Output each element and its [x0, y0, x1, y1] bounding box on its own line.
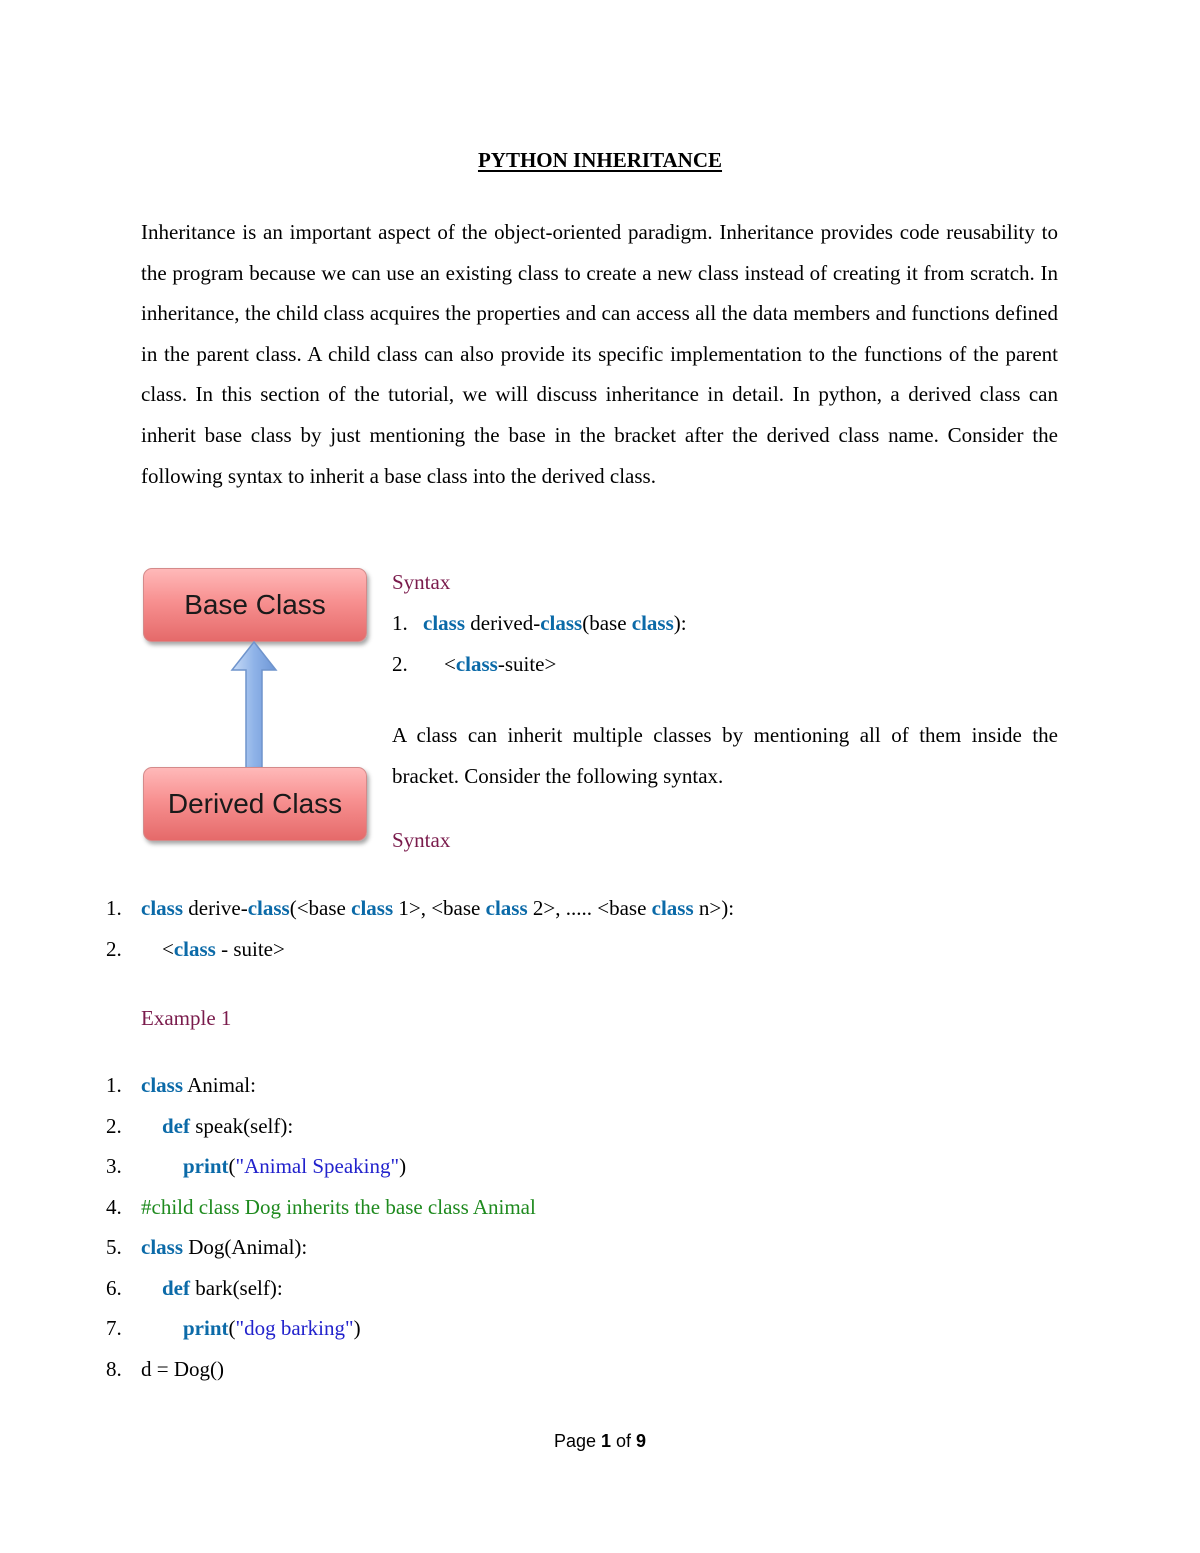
line-number: 2. [106, 937, 122, 961]
code-kw-token: def [162, 1275, 190, 1300]
code-text [141, 1154, 406, 1179]
page-footer [0, 1431, 1200, 1452]
code-token [141, 1114, 162, 1138]
code-kw-token: class [651, 896, 694, 920]
base-class-box: Base Class [143, 568, 367, 642]
code-kw-token: class [141, 1235, 183, 1259]
code-token: d = Dog() [141, 1356, 224, 1381]
code-token: derive- [183, 896, 248, 920]
code-token: ) [399, 1154, 407, 1178]
derived-class-box: Derived Class [143, 767, 367, 841]
code-text [141, 1114, 293, 1139]
code-kw-token: print [183, 1316, 229, 1340]
example-line [106, 1356, 224, 1382]
line-number: 2. [392, 652, 408, 676]
syntax2-line [106, 896, 735, 921]
example-heading: Example 1 [141, 1006, 232, 1030]
code-token: < [423, 652, 456, 676]
code-token: bark(self): [190, 1275, 283, 1300]
code-kw-token: def [162, 1113, 190, 1138]
line-number: 7. [106, 1316, 122, 1340]
inheritance-arrow-icon [228, 640, 280, 770]
code-kw-token: print [183, 1154, 229, 1178]
code-kw-token: class [631, 611, 674, 635]
code-token: n>): [693, 896, 735, 920]
line-number: 1. [106, 1073, 122, 1097]
code-token: < [141, 937, 174, 961]
code-text [141, 1276, 283, 1301]
code-kw-token: class [247, 896, 290, 920]
code-token: derived- [465, 611, 541, 635]
code-token: ( [228, 1316, 236, 1340]
code-token [141, 1316, 183, 1340]
page-title: PYTHON INHERITANCE [477, 148, 723, 172]
code-token: 1>, <base [393, 896, 486, 920]
example-line [106, 1316, 361, 1341]
code-text [141, 1316, 361, 1341]
line-number: 5. [106, 1235, 122, 1259]
example-line [106, 1275, 283, 1301]
code-str-token: "dog barking" [235, 1316, 354, 1340]
code-token: (base [582, 611, 632, 635]
code-kw-token: class [540, 611, 583, 635]
code-kw-token: class [485, 896, 528, 920]
code-kw-token: class [141, 1073, 183, 1097]
code-text [423, 611, 687, 636]
line-number: 1. [392, 611, 408, 635]
code-token: -suite> [497, 652, 557, 676]
code-token [141, 1154, 183, 1178]
multi-inheritance-paragraph: A class can inherit multiple classes by mentioning all of them inside the bracket. Consider the following syntax. [392, 723, 1058, 788]
code-token: ): [673, 611, 687, 635]
example-line [106, 1235, 308, 1260]
syntax-heading-1: Syntax [392, 570, 451, 594]
code-kw-token: class [455, 652, 498, 676]
line-number: 3. [106, 1154, 122, 1178]
code-text [141, 896, 734, 921]
code-kw-token: class [423, 611, 465, 635]
code-token: (<base [289, 896, 352, 920]
code-token: ) [353, 1316, 361, 1340]
code-text [141, 1357, 224, 1382]
code-token [141, 1276, 162, 1300]
line-number: 8. [106, 1356, 122, 1381]
example-line [106, 1073, 256, 1098]
syntax-heading-2: Syntax [392, 828, 451, 852]
inheritance-diagram [140, 566, 372, 848]
syntax1-line [392, 611, 687, 636]
line-number: 2. [106, 1113, 122, 1138]
code-text [141, 1235, 307, 1260]
syntax2-line [106, 937, 285, 962]
example-line [106, 1194, 536, 1220]
code-kw-token: class [173, 937, 216, 961]
code-token: speak(self): [190, 1113, 294, 1138]
code-token: Animal: [183, 1073, 256, 1097]
code-text [141, 1195, 536, 1220]
line-number: 6. [106, 1275, 122, 1300]
syntax1-line [392, 652, 557, 677]
page-total: 9 [636, 1431, 647, 1451]
code-token: Dog(Animal): [183, 1235, 308, 1259]
code-kw-token: class [351, 896, 394, 920]
code-token: ( [228, 1154, 236, 1178]
page-label: Page [553, 1431, 601, 1451]
example-line [106, 1113, 294, 1139]
line-number: 1. [106, 896, 122, 920]
code-text [141, 937, 285, 962]
code-text [141, 1073, 256, 1098]
line-number: 4. [106, 1194, 122, 1219]
page-current: 1 [601, 1431, 612, 1451]
code-text [423, 652, 556, 677]
page-sep: of [611, 1431, 637, 1451]
intro-paragraph: Inheritance is an important aspect of the object-oriented paradigm. Inheritance provides code reusability to the program because we can use an existing class to create a new class instead of creating it from scratch. In inheritance, the child class acquires the properties and can access all the data members and functions defined in the parent class. A child class can also provide its specific implementation to the functions of the parent class. In this section of the tutorial, we will discuss inheritance in detail. In python, a derived class can inherit base class by just mentioning the base in the bracket after the derived class name. Consider the following syntax to inherit a base class into the derived class. [141, 220, 1058, 488]
code-kw-token: class [141, 896, 183, 920]
code-token: - suite> [215, 937, 285, 961]
code-str-token: "Animal Speaking" [235, 1154, 400, 1178]
code-token: 2>, ..... <base [527, 896, 652, 920]
code-cm-token: #child class Dog inherits the base class Animal [141, 1194, 536, 1219]
example-line [106, 1154, 407, 1179]
